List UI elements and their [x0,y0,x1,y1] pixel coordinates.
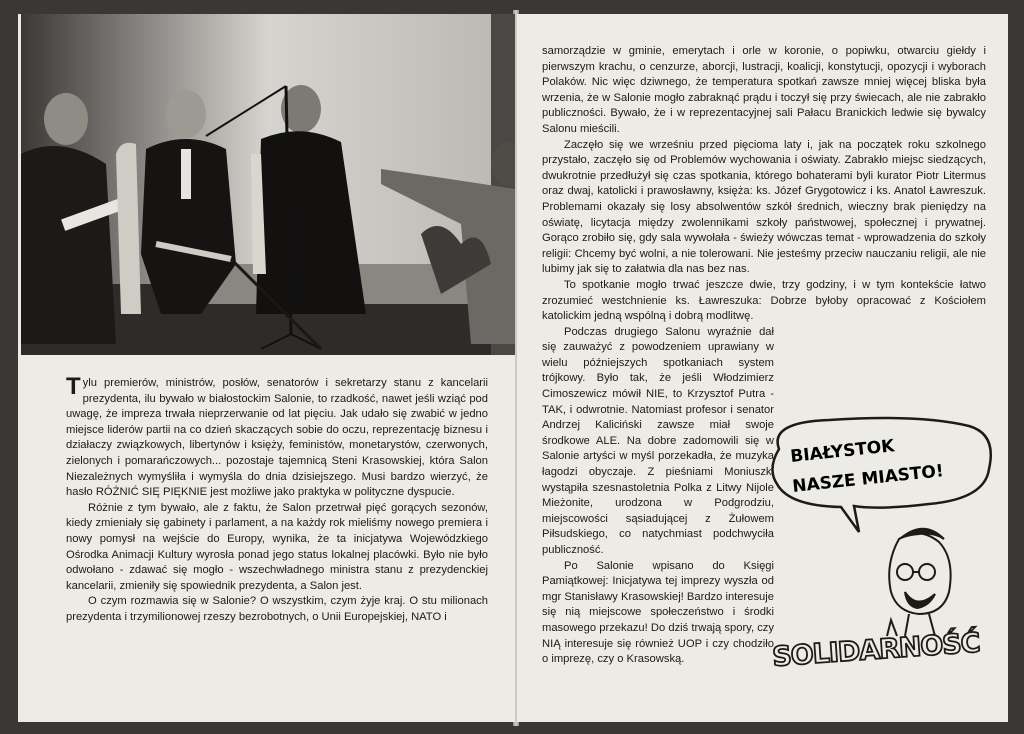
debate-photo-illustration [21,14,515,355]
left-paragraph-3: O czym rozmawia się w Salonie? O wszystkim, czym żyje kraj. O stu milionach prezydenta i trzymilionowej rzeszy bezrobotnych, o Unii Europejskiej, NATO i [66,595,488,623]
left-paragraph-2: Różnie z tym bywało, ale z faktu, że Salon przetrwał pięć gorących sezonów, kiedy zmieniały się gabinety i parlament, a na każdy rok mieliśmy nowego premiera i nowy pomysł na wejście do Europy, wynika, że ta inicjatywa Wojewódzkiego Ośrodka Animacji Kultury wyrosła ponad jego status lokalnej placówki. Było nie było odwołano - zdawać się mogło - wszechwładnego ministra stanu z prezydenckiej kancelarii, zmieniły się spowiednik prezydenta, a Salon jest. [66,501,488,592]
solidarnosc-logo: SOLIDARNOŚĆ [771,627,981,673]
drop-cap: T [66,373,81,400]
left-article-text [66,373,488,626]
right-paragraph-4: Podczas drugiego Salonu wyraźnie dał się zauważyć z powodzeniem uprawiany w wielu późniejszych spotkaniach system trójkowy. Było tak, że jeśli Włodzimierz Cimoszewicz mówił NIE, to Krzysztof Putra - TAK, i odwrotnie. Natomiast profesor i senator Andrzej Kaliciński zawsze miał swoje środkowe ALE. Na dobre zadomowili się w Salonie artyści w myśl porzekadła, że muzyka łagodzi obyczaje. Z pieśniami Moniuszki wystąpiła szesnastoletnia Polka z Litwy Nijole Mieżonite, urodzona w Podgrodziu, miejscowości sąsiadującej z Żułowem Piłsudskiego, co natychmiast podchwyciła publiczność. [542,325,774,556]
right-paragraph-1: samorządzie w gminie, emerytach i orle w koronie, o popiwku, otwarciu giełdy i pierwszym krachu, o cenzurze, aborcji, lustracji, koalicji, konstytucji, opozycji i wyborach Polaków. Nic więc dziwnego, że temperatura spotkań zawsze mniej więcej bliska była wrzenia, że w Salonie mogło zabraknąć prądu i toczył się przy świecach, ale nie zabrakło publiczności. Bywało, że i w reprezentacyjnej sali Pałacu Branickich ledwie się bywalcy Salonu mieścili. [542,45,986,135]
right-paragraph-2: Zaczęło się we wrześniu przed pięcioma laty i, jak na początek roku szkolnego przystało, zaczęło się od Problemów wychowania i oświaty. Zabrakło miejsc siedzących, dwukrotnie przedłużył się czas spotkania, którego bohaterami byli kurator Piotr Litermus oraz dwaj, katolicki i prawosławny, księża: ks. Józef Grygotowicz i ks. Anatol Ławreszuk. Problemami okazały się losy absolwentów szkół średnich, wieczny brak pieniędzy na oświatę, licytacja między zwolennikami szkoły państwowej, społecznej i prywatnej. Gorąco zrobiło się, gdy sala wywołała - świeży wówczas temat - wprowadzenia do szkoły religii: Chcemy być wolni, a nie tolerowani. Nie jesteśmy przeciw nauczaniu religii, ale nie lubimy jak się to załatwia dla nas bez nas. [542,138,986,276]
bubble-line-1: BIAŁYSTOK [789,436,896,467]
left-page [18,14,515,722]
debate-photo [21,14,515,355]
left-paragraph-1: Tylu premierów, ministrów, posłów, senatorów i sekretarzy stanu z kancelarii prezydenta, ilu bywało w białostockim Salonie, to rzadkość, nawet jeśli wziąć pod uwagę, że impreza trwała nieprzerwanie od lat pięciu. Jak udało się zwabić w jedno miejsce liderów partii na co dzień skaczących sobie do oczu, reprezentację biznesu i działaczy związkowych, libertynów i księży, feministów, monetarystów, czerwonych, zielonych i pomarańczowych... pozostaje tajemnicą Steni Krasowskiej, która Salon Niezależnych wymyśliła i wymyśla do dnia dzisiejszego. Musi bardzo wierzyć, że hasło RÓŻNIĆ SIĘ PIĘKNIE jest możliwe jako praktyka w polityczne dyspucie. [66,373,488,499]
cartoon-illustration [759,414,1003,684]
right-page [517,14,1008,722]
right-paragraph-5: Po Salonie wpisano do Księgi Pamiątkowej: Inicjatywa tej imprezy wyszła od mgr Stanisławy Krasowskiej! Bardzo interesuje się nią miejscowe społeczeństwo i środki masowego przekazu! Do dziś trwają spory, czy NIĄ interesuje się również UOP i czy chodziło o imprezę, czy o Krasowską. [542,559,774,666]
right-paragraph-3: To spotkanie mogło trwać jeszcze dwie, trzy godziny, i w tym kontekście łatwo zrozumieć westchnienie ks. Ławreszuka: Dobrze byłoby opracować z Kościołem katolickim jedną wspólną i dobrą modlitwę. [542,278,986,323]
cartoon-drawing [759,414,1003,684]
cartoon-man [889,529,950,636]
bubble-line-2: NASZE MIASTO! [791,461,945,497]
